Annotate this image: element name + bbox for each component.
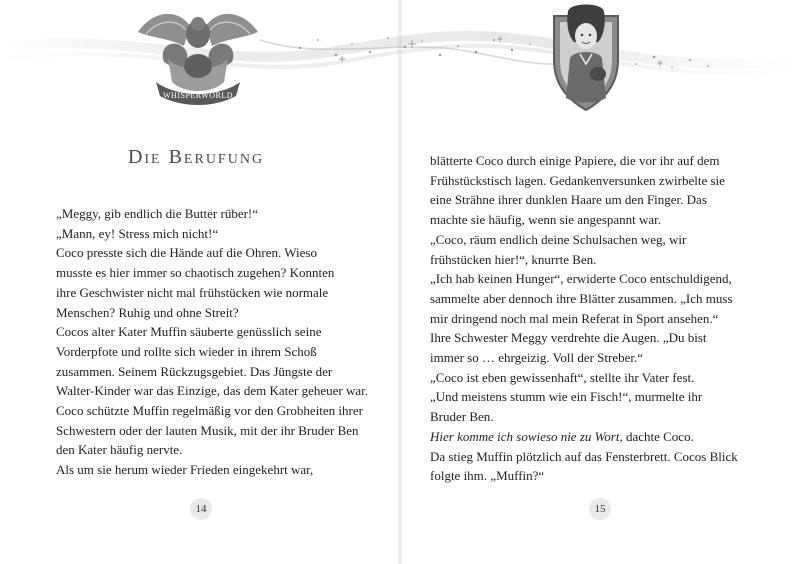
text-line: „Mann, ey! Stress mich nicht!“	[56, 225, 219, 241]
chapter-title: Die Berufung	[127, 146, 265, 168]
text-line: machte sie häufig, wenn sie angespannt war.	[430, 212, 662, 228]
right-page-text	[430, 151, 760, 486]
text-line: Als um sie herum wieder Frieden eingekehrt war,	[56, 462, 314, 478]
text-line: folgte ihm. „Muffin?“	[430, 468, 545, 484]
text-line: Ihre Schwester Meggy verdrehte die Augen. „Du bist	[430, 330, 707, 346]
text-line: zusammen. Seinem Rückzugsgebiet. Das Jüngste der	[56, 363, 333, 379]
text-line: immer so … ehrgeizig. Voll der Streber.“	[430, 350, 644, 366]
whisperworld-emblem	[128, 2, 268, 108]
text-line: blätterte Coco durch einige Papiere, die vor ihr auf dem	[430, 153, 720, 168]
text-line: „Ich hab keinen Hunger“, erwiderte Coco entschuldigend,	[430, 271, 732, 287]
text-line: Coco presste sich die Hände auf die Ohren. Wieso	[56, 245, 317, 261]
text-line: ihre Geschwister nicht mal frühstücken wie normale	[56, 284, 329, 300]
text-line: „Meggy, gib endlich die Butter rüber!“	[56, 206, 259, 221]
page-number-left: 14	[190, 498, 212, 520]
text-line: Frühstückstisch lagen. Gedankenversunken zwirbelte sie	[430, 172, 725, 188]
text-line: den Kater häufig nervte.	[56, 442, 183, 458]
text-line: Cocos alter Kater Muffin säuberte genüsslich seine	[56, 324, 322, 340]
text-line: Bruder Ben.	[430, 409, 494, 425]
book-gutter	[397, 0, 403, 564]
text-line: Coco schützte Muffin regelmäßig vor den Grobheiten ihrer	[56, 403, 363, 419]
text-line: „Coco, räum endlich deine Schulsachen weg, wir	[430, 231, 687, 247]
thought-attribution: dachte Coco.	[622, 428, 694, 444]
italic-thought: Hier komme ich sowieso nie zu Wort,	[430, 428, 623, 444]
text-line-mixed	[430, 427, 760, 447]
text-line: mir dringend noch mal mein Referat in Sport ansehen.“	[430, 310, 719, 326]
text-line: Walter-Kinder war das Einzige, das dem Kater geheuer war.	[56, 383, 368, 399]
character-portrait-emblem	[546, 2, 626, 112]
left-page-text	[56, 204, 368, 480]
text-line: Menschen? Ruhig und ohne Streit?	[56, 304, 239, 320]
text-line: sammelte aber dennoch ihre Blätter zusammen. „Ich muss	[430, 290, 733, 306]
page-number-right: 15	[589, 498, 611, 520]
text-line: musste es hier immer so chaotisch zugehen? Konnten	[56, 265, 335, 281]
text-line: frühstücken hier!“, knurrte Ben.	[430, 251, 597, 267]
text-line: „Coco ist eben gewissenhaft“, stellte ihr Vater fest.	[430, 369, 695, 385]
text-line: Vorderpfote und rollte sich wieder in ihrem Schoß	[56, 343, 317, 359]
text-line: Schwestern oder der lauten Musik, mit der ihr Bruder Ben	[56, 422, 359, 438]
text-line: „Und meistens stumm wie ein Fisch!“, murmelte ihr	[430, 389, 703, 405]
text-line: eine Strähne ihrer dunklen Haare um den Finger. Das	[430, 192, 707, 208]
text-line: Da stieg Muffin plötzlich auf das Fensterbrett. Cocos Blick	[430, 448, 738, 464]
emblem-label: WHISPERWORLD	[163, 91, 233, 100]
